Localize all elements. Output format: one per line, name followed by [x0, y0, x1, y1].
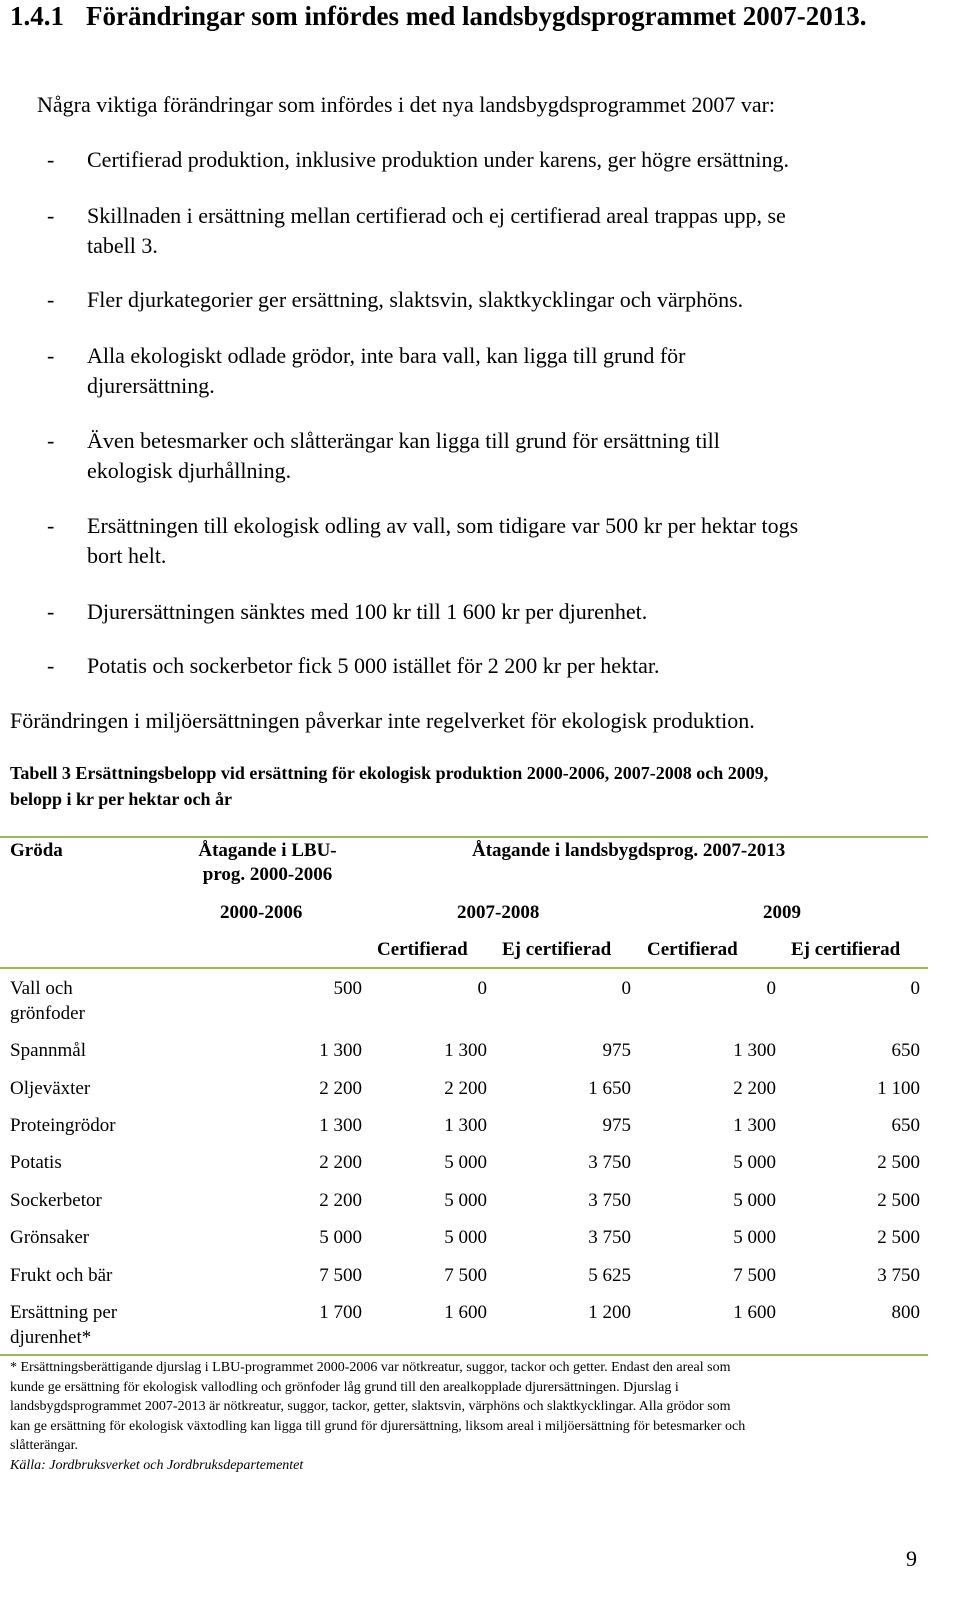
source-note: Källa: Jordbruksverket och Jordbruksdepartementet — [10, 1458, 304, 1473]
table-cell-value: 2 200 — [319, 1078, 362, 1099]
table-cell-value: 5 000 — [444, 1152, 487, 1173]
table-caption-line: belopp i kr per hektar och år — [10, 789, 233, 809]
list-item-text: Ersättningen till ekologisk odling av vall, som tidigare var 500 kr per hektar togs — [87, 513, 799, 538]
header-lbu-line: prog. 2000-2006 — [202, 864, 333, 885]
footnote-line: slåtterängar. — [10, 1438, 79, 1453]
header-crop: Gröda — [10, 840, 63, 861]
table-cell-value: 5 625 — [588, 1265, 631, 1286]
bullet-dash: - — [47, 287, 55, 312]
crop-label-line: djurenhet* — [10, 1327, 92, 1348]
header-lbu — [180, 839, 355, 887]
table-cell-value: 2 200 — [319, 1152, 362, 1173]
table-cell-value: 1 300 — [319, 1040, 362, 1061]
header-lbu-line: Åtagande i LBU- — [198, 840, 337, 861]
list-item-text: Potatis och sockerbetor fick 5 000 istället för 2 200 kr per hektar. — [87, 653, 660, 678]
table-cell-value: 2 200 — [733, 1078, 776, 1099]
header-ej-certifierad: Ej certifierad — [791, 939, 901, 960]
table-row-crop — [10, 1150, 62, 1175]
list-item — [37, 511, 927, 571]
table-cell-value: 3 750 — [588, 1190, 631, 1211]
list-item — [37, 597, 927, 627]
list-item — [37, 651, 927, 681]
table-row-crop — [10, 1076, 90, 1101]
table-cell-value: 5 000 — [444, 1227, 487, 1248]
table-cell-value: 0 — [766, 978, 776, 999]
list-item-text: djurersättning. — [87, 373, 215, 398]
table-cell-value: 3 750 — [877, 1265, 920, 1286]
table-cell-value: 2 200 — [444, 1078, 487, 1099]
footnote-line: landsbygdsprogrammet 2007-2013 är nötkreatur, suggor, tackor, getter, slaktsvin, värphöns och slaktkycklingar. Alla grödor som — [10, 1399, 731, 1414]
table-row-crop — [10, 1225, 89, 1250]
header-period-2000: 2000-2006 — [220, 902, 303, 923]
table-cell-value: 1 700 — [319, 1302, 362, 1323]
list-item-text: Certifierad produktion, inklusive produktion under karens, ger högre ersättning. — [87, 147, 789, 172]
table-cell-value: 1 300 — [319, 1115, 362, 1136]
list-item-text: Skillnaden i ersättning mellan certifierad och ej certifierad areal trappas upp, se — [87, 203, 786, 228]
table-cell-value: 1 300 — [733, 1115, 776, 1136]
table-cell-value: 650 — [891, 1040, 920, 1061]
table-cell-value: 1 300 — [733, 1040, 776, 1061]
list-item-text: tabell 3. — [87, 233, 158, 258]
bullet-dash: - — [47, 203, 55, 228]
list-item-text: bort helt. — [87, 543, 167, 568]
crop-label-line: Potatis — [10, 1152, 62, 1173]
table-cell-value: 975 — [602, 1040, 631, 1061]
footnote-line: * Ersättningsberättigande djurslag i LBU-programmet 2000-2006 var nötkreatur, suggor, tackor och getter. Endast den areal som — [10, 1360, 731, 1375]
list-item-text: Djurersättningen sänktes med 100 kr till 1 600 kr per djurenhet. — [87, 599, 648, 624]
header-certifierad: Certifierad — [377, 939, 468, 960]
header-period-2007: 2007-2008 — [457, 902, 540, 923]
table-header-rule — [0, 967, 928, 969]
crop-label-line: grönfoder — [10, 1003, 85, 1024]
footnote-line: kunde ge ersättning för ekologisk vallodling och grönfoder låg grund till den arealkopplade djurersättningen. Djurslag i — [10, 1379, 679, 1395]
header-ej-certifierad: Ej certifierad — [502, 939, 612, 960]
list-item — [37, 201, 927, 261]
bullet-dash: - — [47, 147, 55, 172]
table-cell-value: 5 000 — [319, 1227, 362, 1248]
list-item-text: Fler djurkategorier ger ersättning, slaktsvin, slaktkycklingar och värphöns. — [87, 287, 744, 312]
table-cell-value: 1 300 — [444, 1040, 487, 1061]
crop-label-line: Oljeväxter — [10, 1078, 91, 1099]
table-cell-value: 7 500 — [319, 1265, 362, 1286]
list-item-text: ekologisk djurhållning. — [87, 458, 292, 483]
table-footnote — [10, 1358, 925, 1456]
list-item — [37, 145, 927, 175]
table-cell-value: 2 200 — [319, 1190, 362, 1211]
table-cell-value: 650 — [891, 1115, 920, 1136]
table-cell-value: 1 600 — [733, 1302, 776, 1323]
table-row-crop — [10, 1263, 112, 1288]
header-period-2009: 2009 — [763, 902, 801, 923]
table-cell-value: 2 500 — [877, 1190, 920, 1211]
bullet-dash: - — [47, 428, 55, 453]
footnote-line: kan ge ersättning för ekologisk växtodling kan ligga till grund för djurersättning, liksom areal i miljöersättning för betesmarker och — [10, 1418, 746, 1434]
list-item-text: Även betesmarker och slåtterängar kan ligga till grund för ersättning till — [87, 428, 720, 453]
table-bottom-rule — [0, 1354, 928, 1356]
table-cell-value: 7 500 — [444, 1265, 487, 1286]
crop-label-line: Proteingrödor — [10, 1115, 116, 1136]
list-item — [37, 426, 927, 486]
list-item-text: Alla ekologiskt odlade grödor, inte bara vall, kan ligga till grund för — [87, 343, 686, 368]
crop-label-line: Spannmål — [10, 1040, 86, 1061]
table-caption — [10, 760, 940, 812]
crop-label-line: Ersättning per — [10, 1302, 118, 1323]
table-cell-value: 3 750 — [588, 1227, 631, 1248]
table-cell-value: 975 — [602, 1115, 631, 1136]
intro-paragraph: Några viktiga förändringar som infördes i det nya landsbygdsprogrammet 2007 var: — [37, 92, 776, 117]
table-cell-value: 5 000 — [733, 1227, 776, 1248]
table-cell-value: 1 100 — [877, 1078, 920, 1099]
section-title: Förändringar som infördes med landsbygdsprogrammet 2007-2013. — [86, 1, 867, 31]
page-number: 9 — [906, 1546, 917, 1571]
table-caption-line: Tabell 3 Ersättningsbelopp vid ersättning för ekologisk produktion 2000-2006, 2007-2008 och 2009, — [10, 763, 769, 783]
table-cell-value: 2 500 — [877, 1227, 920, 1248]
table-cell-value: 0 — [621, 978, 631, 999]
table-cell-value: 3 750 — [588, 1152, 631, 1173]
bullet-dash: - — [47, 653, 55, 678]
table-cell-value: 2 500 — [877, 1152, 920, 1173]
table-cell-value: 1 600 — [444, 1302, 487, 1323]
crop-label-line: Frukt och bär — [10, 1265, 113, 1286]
table-cell-value: 5 000 — [733, 1190, 776, 1211]
table-cell-value: 5 000 — [733, 1152, 776, 1173]
bullet-dash: - — [47, 513, 55, 538]
header-landsbygdsprog: Åtagande i landsbygdsprog. 2007-2013 — [472, 840, 786, 861]
table-row-crop — [10, 1113, 116, 1138]
table-row-crop — [10, 1188, 102, 1213]
crop-label-line: Grönsaker — [10, 1227, 90, 1248]
table-cell-value: 1 650 — [588, 1078, 631, 1099]
table-cell-value: 1 200 — [588, 1302, 631, 1323]
table-cell-value: 1 300 — [444, 1115, 487, 1136]
table-row-crop — [10, 1300, 117, 1350]
section-number: 1.4.1 — [10, 1, 64, 31]
bullet-dash: - — [47, 599, 55, 624]
list-item — [37, 285, 927, 315]
section-heading — [10, 0, 930, 32]
header-certifierad: Certifierad — [647, 939, 738, 960]
table-top-rule — [0, 836, 928, 838]
crop-label-line: Sockerbetor — [10, 1190, 102, 1211]
crop-label-line: Vall och — [10, 978, 73, 999]
list-item — [37, 341, 927, 401]
summary-paragraph: Förändringen i miljöersättningen påverkar inte regelverket för ekologisk produktion. — [10, 708, 755, 733]
table-cell-value: 7 500 — [733, 1265, 776, 1286]
table-cell-value: 5 000 — [444, 1190, 487, 1211]
bullet-dash: - — [47, 343, 55, 368]
table-cell-value: 0 — [910, 978, 920, 999]
table-row-crop — [10, 1038, 86, 1063]
table-cell-value: 500 — [333, 978, 362, 999]
table-row-crop — [10, 976, 85, 1026]
table-cell-value: 0 — [477, 978, 487, 999]
table-cell-value: 800 — [891, 1302, 920, 1323]
